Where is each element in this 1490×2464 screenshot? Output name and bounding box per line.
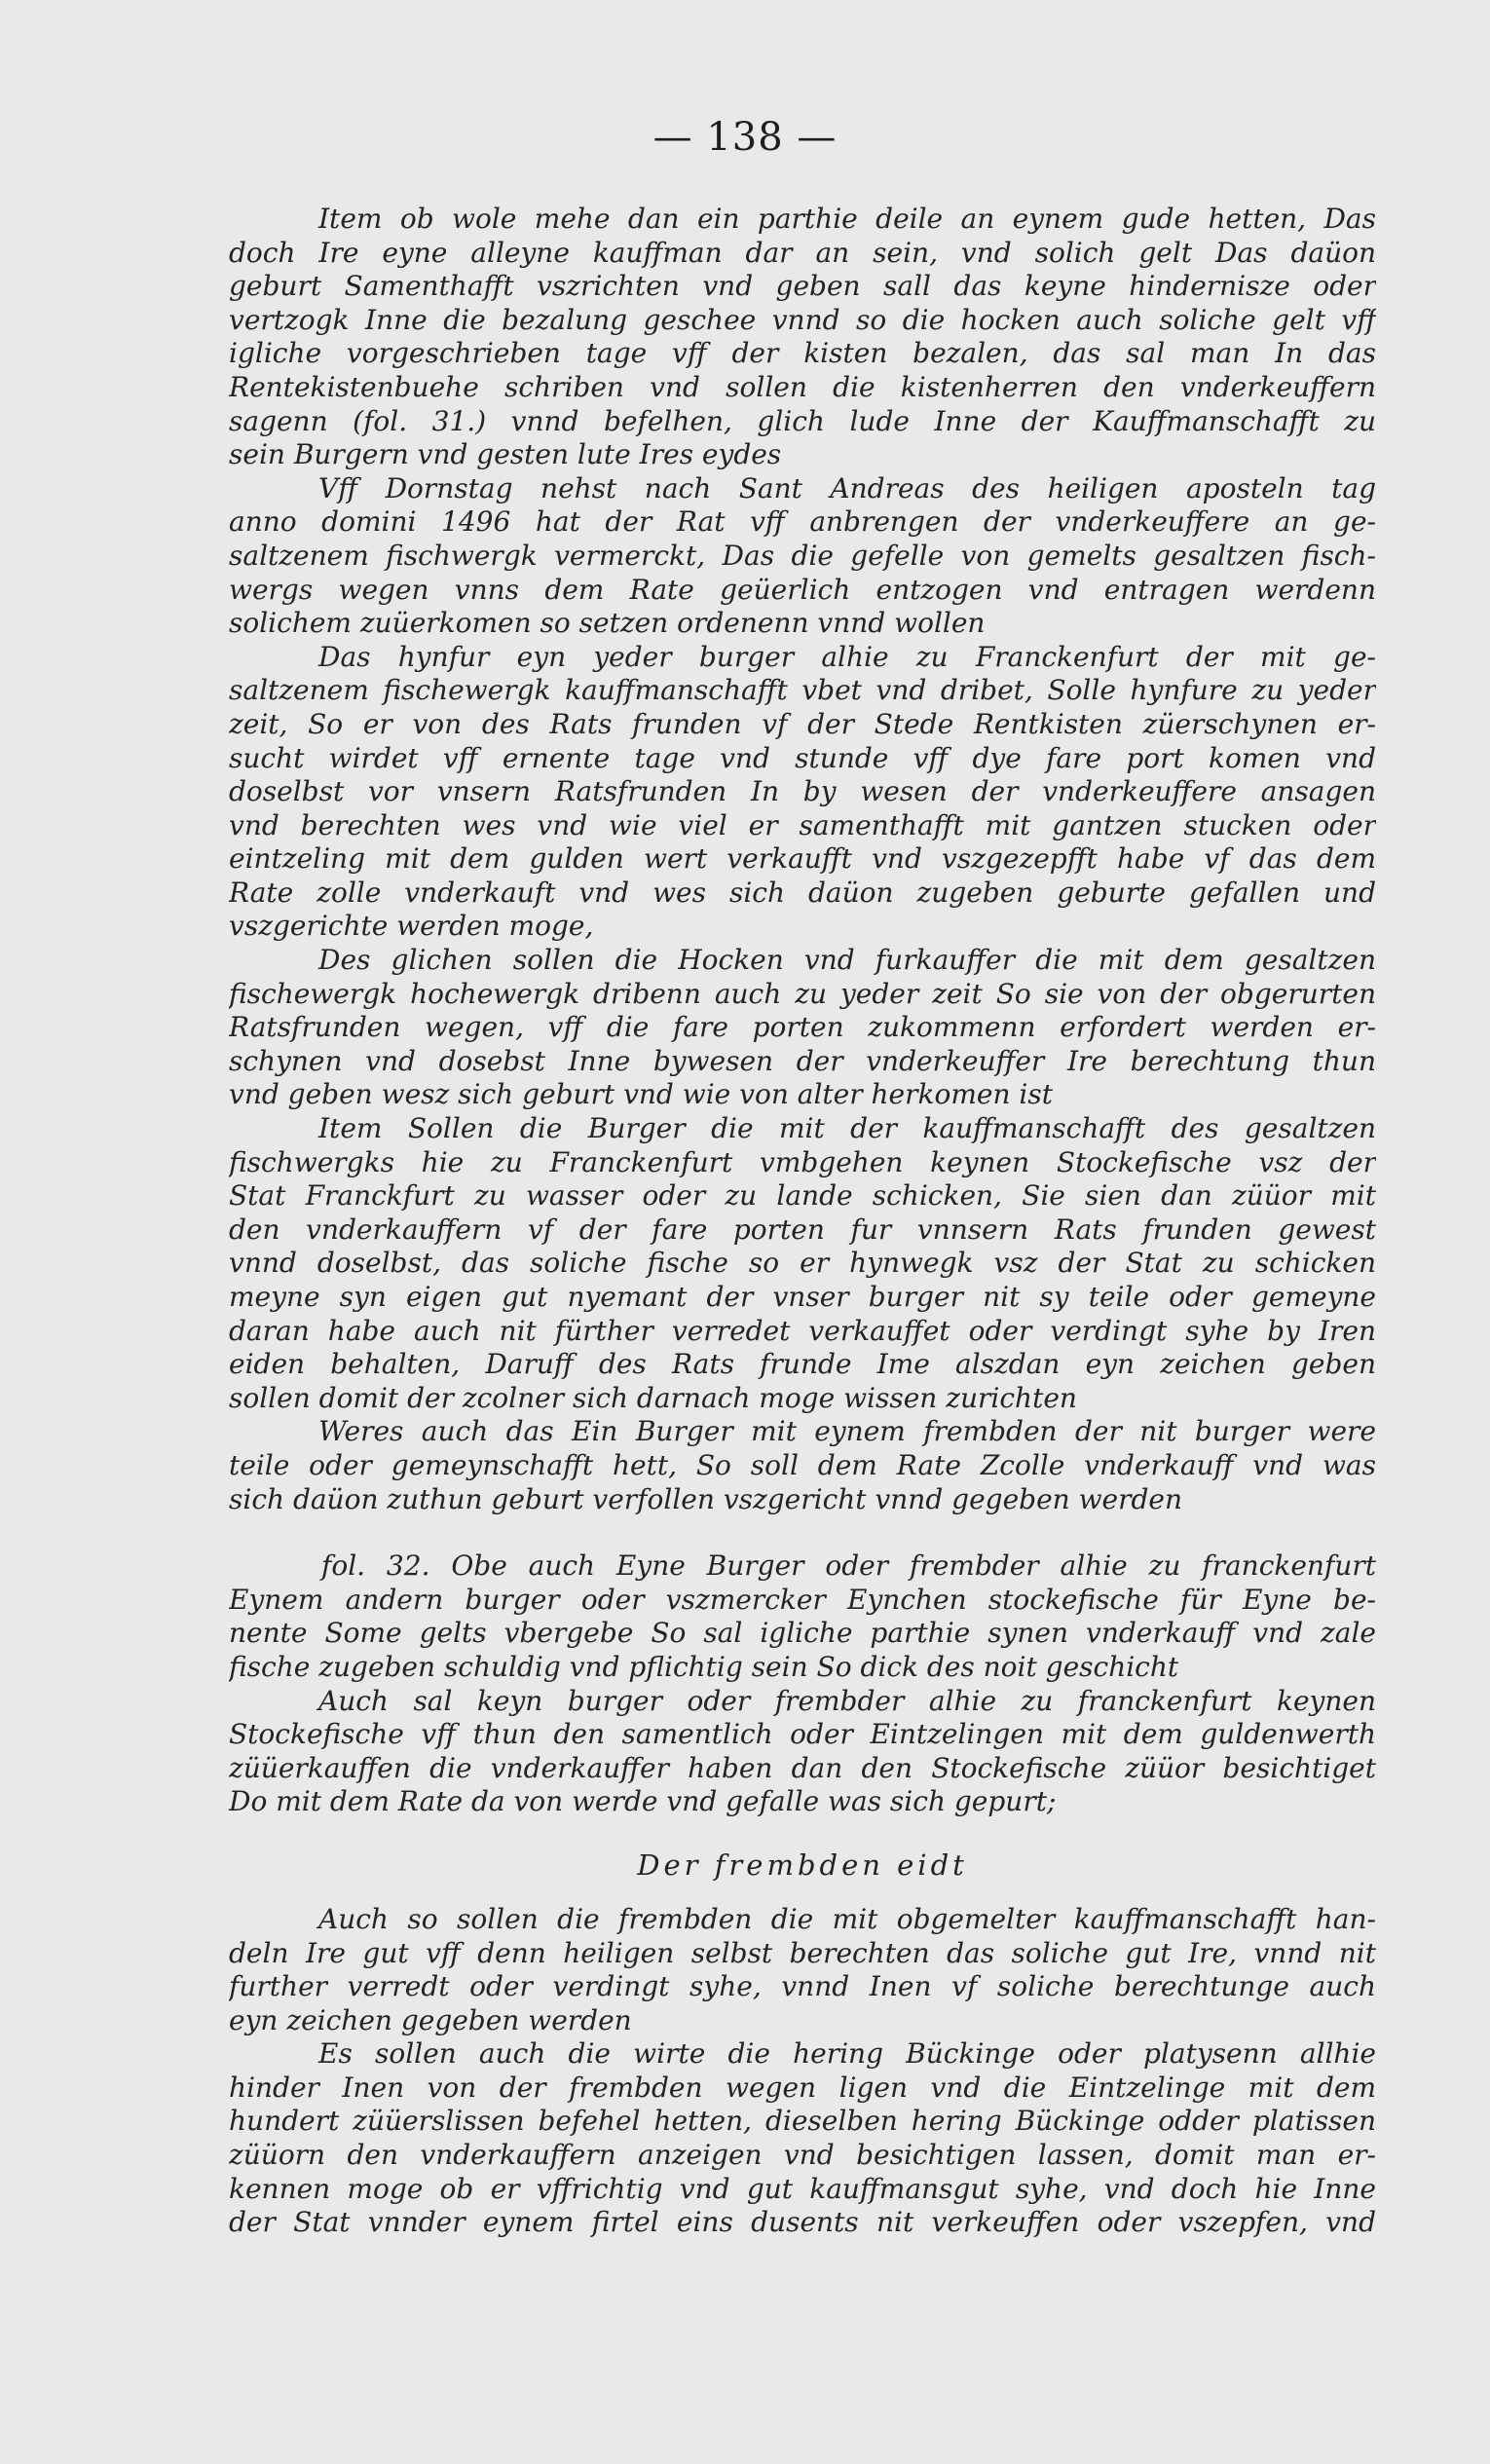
paragraph-gap bbox=[229, 1516, 1376, 1549]
text-line: vszgerichte werden moge, bbox=[229, 910, 594, 943]
paragraph-auch-sal bbox=[229, 1685, 1376, 1819]
text-line: further verredt oder verdingt syhe, vnnd Inen vf soliche berechtunge auch bbox=[229, 1970, 1376, 2003]
text-line: hinder Inen von der frembden wegen ligen vnd die Eintzelinge mit dem bbox=[229, 2071, 1376, 2104]
text-line: Auch sal keyn burger oder frembder alhie zu franckenfurt keynen bbox=[318, 1684, 1376, 1717]
text-line: vnd geben wesz sich geburt vnd wie von alter herkomen ist bbox=[229, 1078, 1053, 1111]
text-line: sein Burgern vnd gesten lute Ires eydes bbox=[229, 438, 782, 471]
text-line: teile oder gemeynschafft hett, So soll dem Rate Zcolle vnderkauff vnd was bbox=[229, 1448, 1376, 1481]
text-line: Stat Franckfurt zu wasser oder zu lande schicken, Sie sien dan züüor mit bbox=[229, 1179, 1376, 1213]
text-line: wergs wegen vnns dem Rate geüerlich entzogen vnd entragen werdenn bbox=[229, 573, 1376, 606]
text-line: schynen vnd dosebst Inne bywesen der vnderkeuffer Ire berechtung thun bbox=[229, 1044, 1376, 1077]
section-heading: Der frembden eidt bbox=[637, 1848, 968, 1882]
text-line: doch Ire eyne alleyne kauffman dar an sein, vnd solich gelt Das daüon bbox=[229, 236, 1376, 269]
paragraph-item-sollen bbox=[229, 1112, 1376, 1415]
text-line: geburt Samenthafft vszrichten vnd geben sall das keyne hindernisze oder bbox=[229, 270, 1376, 303]
text-line: saltzenem fischwergk vermerckt, Das die gefelle von gemelts gesaltzen fisch- bbox=[229, 539, 1376, 572]
paragraph-es-sollen bbox=[229, 2037, 1376, 2240]
text-line: Item ob wole mehe dan ein parthie deile an eynem gude hetten, Das bbox=[318, 203, 1376, 235]
text-line: saltzenem fischewergk kauffmanschafft vbet vnd dribet, Solle hynfure zu yeder bbox=[229, 674, 1376, 707]
text-line: fischewergk hochewergk dribenn auch zu yeder zeit So sie von der obgerurten bbox=[229, 977, 1376, 1010]
text-line: zeit, So er von des Rats frunden vf der Stede Rentkisten züerschynen er- bbox=[229, 707, 1376, 740]
text-line: igliche vorgeschrieben tage vff der kisten bezalen, das sal man In das bbox=[229, 337, 1376, 370]
text-line: Auch so sollen die frembden die mit obgemelter kauffmanschafft han- bbox=[318, 1902, 1376, 1935]
text-line: Stockefische vff thun den samentlich oder Eintzelingen mit dem guldenwerth bbox=[229, 1718, 1376, 1751]
text-line: Vff Dornstag nehst nach Sant Andreas des heiligen aposteln tag bbox=[318, 471, 1376, 504]
text-line: meyne syn eigen gut nyemant der vnser burger nit sy teile oder gemeyne bbox=[229, 1281, 1376, 1313]
text-line: Do mit dem Rate da von werde vnd gefalle was sich gepurt; bbox=[229, 1785, 1057, 1818]
text-line: daran habe auch nit fürther verredet verkauffet oder verdingt syhe by Iren bbox=[229, 1314, 1376, 1347]
text-line: sagenn (fol. 31.) vnnd befelhen, glich lude Inne der Kauffmanschafft zu bbox=[229, 404, 1376, 437]
text-line: nente Some gelts vbergebe So sal igliche parthie synen vnderkauff vnd zale bbox=[229, 1617, 1376, 1650]
text-line: Das hynfur eyn yeder burger alhie zu Franckenfurt der mit ge- bbox=[318, 640, 1376, 673]
text-line: Eynem andern burger oder vszmercker Eynchen stockefische für Eyne be- bbox=[229, 1583, 1376, 1616]
text-line: fische zugeben schuldig vnd pflichtig sein So dick des noit geschicht bbox=[229, 1650, 1179, 1683]
text-line: züüerkauffen die vnderkauffer haben dan den Stockefische züüor besichtiget bbox=[229, 1751, 1376, 1784]
text-line: Es sollen auch die wirte die hering Bückinge oder platysenn allhie bbox=[318, 2037, 1376, 2071]
body-text bbox=[229, 203, 1376, 2240]
text-line: vnd berechten wes vnd wie viel er samenthafft mit gantzen stucken oder bbox=[229, 808, 1376, 841]
text-line: eyn zeichen gegeben werden bbox=[229, 2003, 632, 2036]
text-line: fischwergks hie zu Franckenfurt vmbgehen keynen Stockefische vsz der bbox=[229, 1145, 1376, 1178]
text-line: anno domini 1496 hat der Rat vff anbrengen der vnderkeuffere an ge- bbox=[229, 505, 1376, 539]
text-line: sollen domit der zcolner sich darnach moge wissen zurichten bbox=[229, 1381, 1077, 1414]
text-line: Rate zolle vnderkauft vnd wes sich daüon zugeben geburte gefallen und bbox=[229, 876, 1376, 909]
text-line: züüorn den vnderkauffern anzeigen vnd besichtigen lassen, domit man er- bbox=[229, 2139, 1376, 2172]
paragraph-auch-so-sollen bbox=[229, 1903, 1376, 2037]
paragraph-weres-auch bbox=[229, 1415, 1376, 1516]
text-line: eintzeling mit dem gulden wert verkaufft vnd vszgezepfft habe vf das dem bbox=[229, 842, 1376, 876]
text-line: den vnderkauffern vf der fare porten fur vnnsern Rats frunden gewest bbox=[229, 1213, 1376, 1246]
page-number: — 138 — bbox=[652, 115, 838, 160]
text-line: sich daüon zuthun geburt verfollen vszgericht vnnd gegeben werden bbox=[229, 1482, 1183, 1515]
text-line: fol. 32. Obe auch Eyne Burger oder frembder alhie zu franckenfurt bbox=[321, 1549, 1376, 1583]
text-line: vnnd doselbst, das soliche fische so er hynwegk vsz der Stat zu schicken bbox=[229, 1247, 1376, 1280]
text-line: Ratsfrunden wegen, vff die fare porten zukommenn erfordert werden er- bbox=[229, 1011, 1376, 1044]
text-line: sucht wirdet vff ernente tage vnd stunde vff dye fare port komen vnd bbox=[229, 741, 1376, 774]
text-line: Rentekistenbuehe schriben vnd sollen die kistenherren den vnderkeuffern bbox=[229, 370, 1376, 403]
text-line: hundert züüerslissen befehel hetten, dieselben hering Bückinge odder platissen bbox=[229, 2105, 1376, 2138]
text-line: kennen moge ob er vffrichtig vnd gut kauffmansgut syhe, vnd doch hie Inne bbox=[229, 2172, 1376, 2205]
text-line: eiden behalten, Daruff des Rats frunde Ime alszdan eyn zeichen geben bbox=[229, 1348, 1376, 1381]
paragraph-des-glichen bbox=[229, 944, 1376, 1112]
text-line: doselbst vor vnsern Ratsfrunden In by wesen der vnderkeuffere ansagen bbox=[229, 775, 1376, 808]
text-line: vertzogk Inne die bezalung geschee vnnd so die hocken auch soliche gelt vff bbox=[229, 303, 1376, 336]
text-line: solichem zuüerkomen so setzen ordenenn vnnd wollen bbox=[229, 607, 986, 640]
text-line: Weres auch das Ein Burger mit eynem frembden der nit burger were bbox=[318, 1415, 1376, 1448]
text-line: Item Sollen die Burger die mit der kauffmanschafft des gesaltzen bbox=[318, 1112, 1376, 1145]
text-line: der Stat vnnder eynem firtel eins dusents nit verkeuffen oder vszepfen, vnd bbox=[229, 2206, 1376, 2239]
paragraph-fol-32 bbox=[229, 1549, 1376, 1684]
text-line: Des glichen sollen die Hocken vnd furkauffer die mit dem gesaltzen bbox=[318, 944, 1376, 977]
text-line: deln Ire gut vff denn heiligen selbst berechten das soliche gut Ire, vnnd nit bbox=[229, 1936, 1376, 1969]
paragraph-vff-dornstag bbox=[229, 472, 1376, 641]
paragraph-item-ob-wole bbox=[229, 203, 1376, 472]
paragraph-das-hynfur bbox=[229, 641, 1376, 944]
